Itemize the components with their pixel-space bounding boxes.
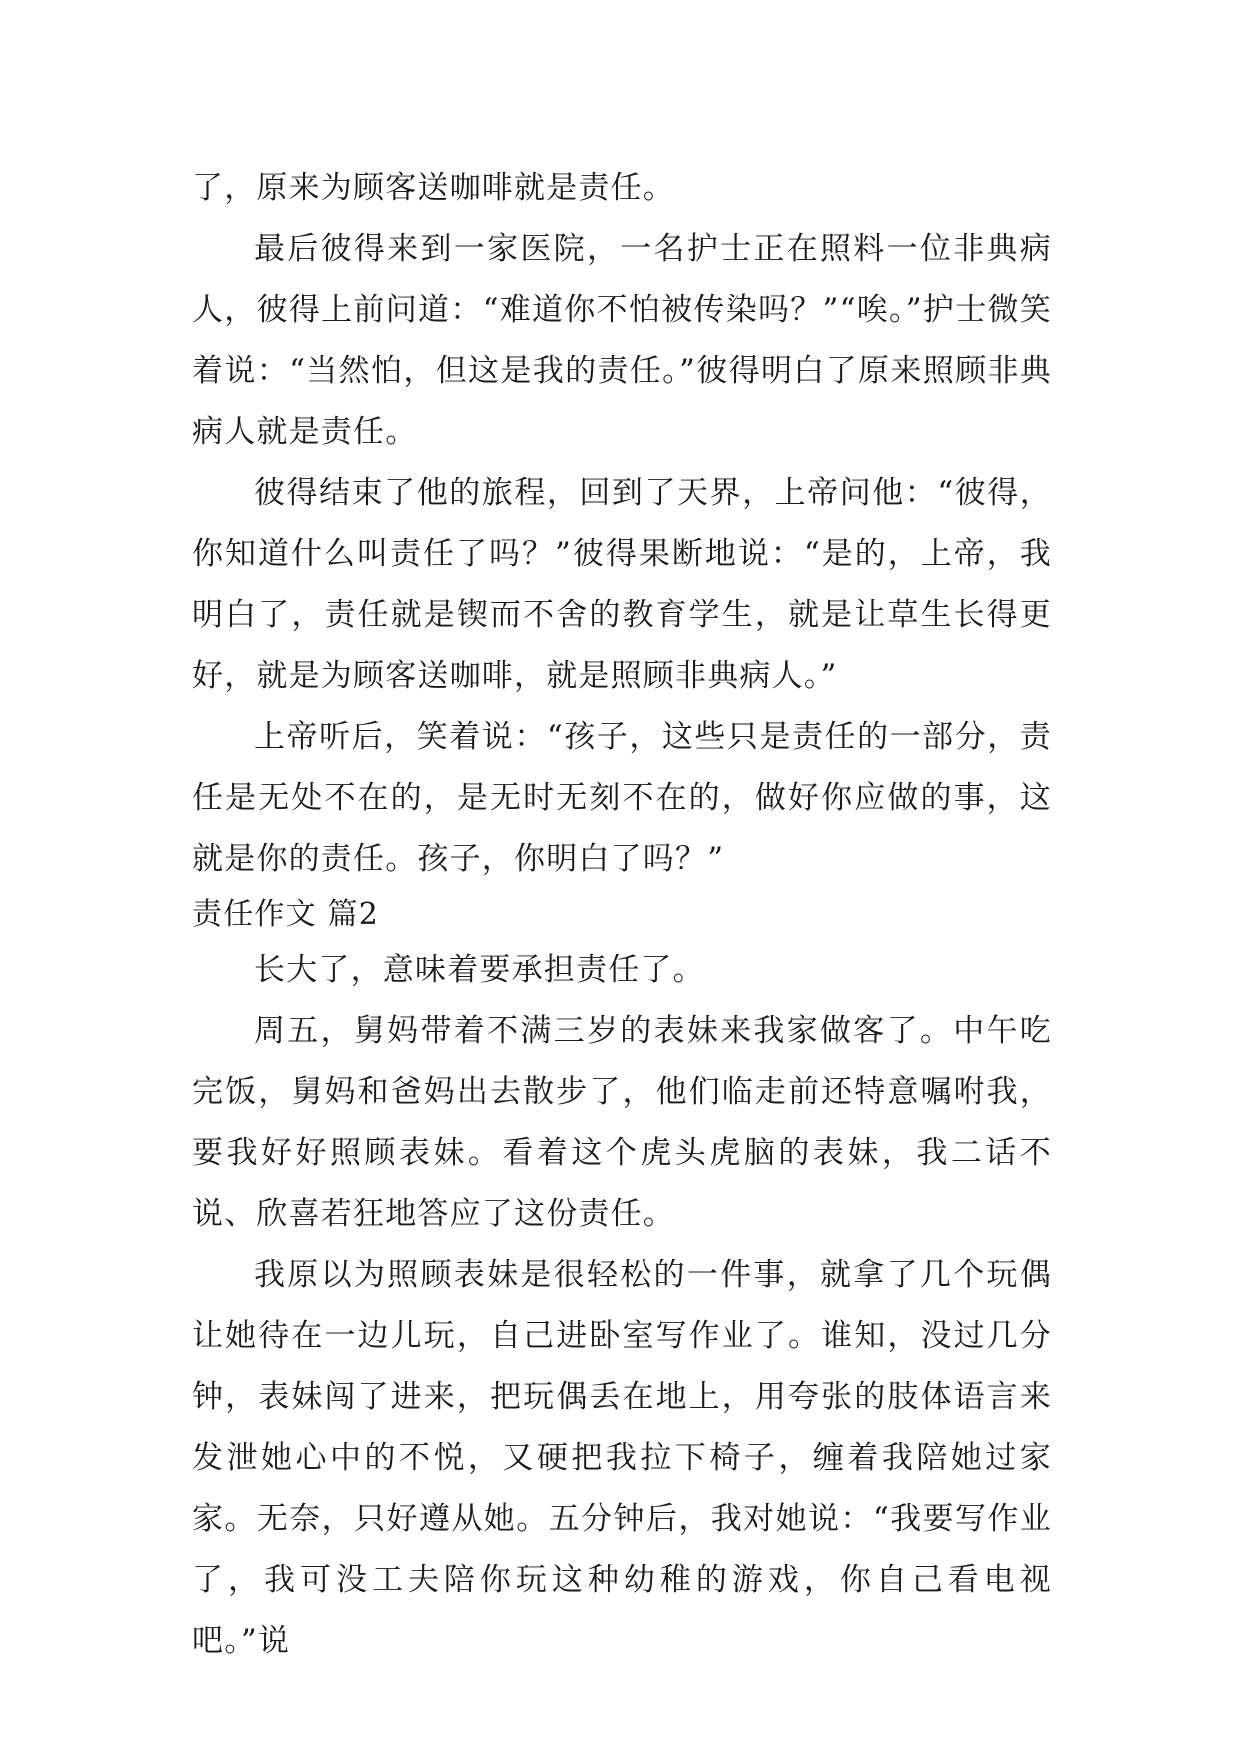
paragraph-continuation: 了，原来为顾客送咖啡就是责任。	[192, 170, 675, 206]
paragraph: 上帝听后，笑着说：“孩子，这些只是责任的一部分，责任是无处不在的，是无时无刻不在的，做好你应做的事，这就是你的责任。孩子，你明白了吗？”	[192, 719, 1052, 877]
paragraph: 最后彼得来到一家医院，一名护士正在照料一位非典病人，彼得上前问道：“难道你不怕被传染吗？”“唉。”护士微笑着说：“当然怕，但这是我的责任。”彼得明白了原来照顾非典病人就是责任。	[192, 231, 1052, 450]
paragraph: 我原以为照顾表妹是很轻松的一件事，就拿了几个玩偶让她待在一边儿玩，自己进卧室写作业了。谁知，没过几分钟，表妹闯了进来，把玩偶丢在地上，用夸张的肢体语言来发泄她心中的不悦，又硬把我拉下椅子，缠着我陪她过家家。无奈，只好遵从她。五分钟后，我对她说：“我要写作业了，我可没工夫陪你玩这种幼稚的游戏，你自己看电视吧。”说	[192, 1257, 1052, 1659]
section-heading: 责任作文 篇2	[192, 897, 380, 932]
document-body	[192, 158, 1052, 1672]
paragraph: 长大了，意味着要承担责任了。	[254, 952, 705, 988]
paragraph: 彼得结束了他的旅程，回到了天界，上帝问他：“彼得，你知道什么叫责任了吗？”彼得果断地说：“是的，上帝，我明白了，责任就是锲而不舍的教育学生，就是让草生长得更好，就是为顾客送咖啡，就是照顾非典病人。”	[192, 475, 1052, 694]
paragraph: 周五，舅妈带着不满三岁的表妹来我家做客了。中午吃完饭，舅妈和爸妈出去散步了，他们临走前还特意嘱咐我，要我好好照顾表妹。看着这个虎头虎脑的表妹，我二话不说、欣喜若狂地答应了这份责任。	[192, 1013, 1052, 1232]
